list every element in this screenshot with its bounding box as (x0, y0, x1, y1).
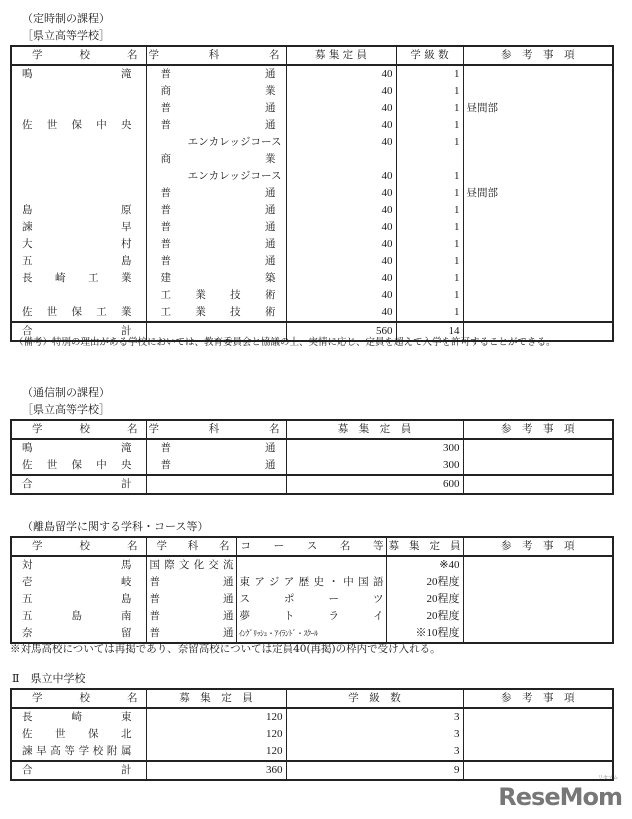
table-row (11, 287, 613, 304)
part-time-remark: （備考）特別の理由がある学校においては、教育委員会と協議の上、実情に応じ、定員を超えて入学を許可することができる。 (14, 337, 556, 348)
capacity-cell: 40 (286, 253, 396, 270)
dept-name-cell: 普 通 (146, 625, 236, 643)
classes-cell: 1 (396, 185, 463, 202)
capacity-cell: 40 (286, 134, 396, 151)
school-name-cell: 対 馬 (22, 559, 132, 571)
school-name-cell: 五 島 (22, 255, 132, 267)
total-capacity-cell: 360 (146, 761, 286, 780)
capacity-cell: 120 (146, 708, 286, 726)
dept-name-cell: 普 通 (146, 202, 286, 219)
header-school: 学 校 名 (11, 46, 146, 65)
capacity-cell: 40 (286, 168, 396, 185)
school-name-cell: 五 島 (22, 593, 132, 605)
note-cell (463, 708, 613, 726)
dept-name-cell: 商 業 (146, 151, 286, 168)
table-row (11, 304, 613, 322)
school-name-cell (11, 134, 146, 151)
capacity-cell: 40 (286, 83, 396, 100)
total-row (11, 475, 613, 494)
note-cell (463, 117, 613, 134)
capacity-cell: 40 (286, 287, 396, 304)
note-cell (463, 270, 613, 287)
capacity-cell: 20程度 (386, 574, 463, 591)
table-row (11, 439, 613, 457)
dept-name-cell: 普 通 (146, 185, 286, 202)
junior-high-heading: Ⅱ 県立中学校 (12, 672, 86, 685)
header-school: 学 校 名 (11, 689, 146, 708)
table-row (11, 270, 613, 287)
school-name-cell: 佐 世 保 中 央 (22, 459, 132, 471)
classes-cell: 1 (396, 270, 463, 287)
table-row (11, 608, 613, 625)
island-heading: （離島留学に関する学科・コース等） (22, 520, 209, 533)
school-name-cell: 佐 世 保 北 (22, 728, 132, 740)
table-row (11, 83, 613, 100)
part-time-subheading: ［県立高等学校］ (22, 29, 110, 42)
capacity-cell: 40 (286, 270, 396, 287)
table-row (11, 134, 613, 151)
school-name-cell (11, 151, 146, 168)
table-row (11, 100, 613, 117)
total-capacity-cell: 560 (286, 322, 396, 341)
header-classes: 学 級 数 (396, 46, 463, 65)
resemom-logo: ReseMom (498, 783, 622, 811)
note-cell: 昼間部 (463, 100, 613, 117)
table-row (11, 168, 613, 185)
note-cell (463, 761, 613, 780)
dept-name-cell: 普 通 (146, 439, 286, 457)
dept-name-cell: 普 通 (146, 65, 286, 83)
school-name-cell: 鳴 滝 (22, 68, 132, 80)
note-cell (463, 202, 613, 219)
table-row (11, 457, 613, 475)
classes-cell: 1 (396, 304, 463, 322)
dept-name-cell: 普 通 (146, 236, 286, 253)
table-row (11, 253, 613, 270)
correspondence-subheading: ［県立高等学校］ (22, 403, 110, 416)
header-notes: 参 考 事 項 (463, 689, 613, 708)
table-row (11, 574, 613, 591)
dept-name-cell: 普 通 (146, 574, 236, 591)
note-cell (463, 743, 613, 761)
table-row (11, 117, 613, 134)
classes-cell: 1 (396, 83, 463, 100)
course-name-cell: 東アジア歴史・中国語 (236, 574, 386, 591)
table-row (11, 236, 613, 253)
header-notes: 参 考 事 項 (463, 537, 613, 556)
note-cell (463, 574, 613, 591)
table-header-row (11, 420, 613, 439)
capacity-cell: 40 (286, 65, 396, 83)
part-time-heading: （定時制の課程） (22, 12, 110, 25)
capacity-cell: 40 (286, 202, 396, 219)
dept-name-cell: エンカレッジコース (146, 168, 286, 185)
course-name-cell: ｲﾝｸﾞﾘｯｼｭ・ｱｲﾗﾝﾄﾞ・ｽｸｰﾙ (236, 625, 386, 643)
header-capacity: 募 集 定 員 (386, 537, 463, 556)
note-cell (463, 556, 613, 574)
note-cell (463, 219, 613, 236)
table-header-row (11, 689, 613, 708)
table-header-row (11, 46, 613, 65)
school-name-cell: 諫 早 (22, 221, 132, 233)
table-row (11, 151, 613, 168)
classes-cell: 1 (396, 134, 463, 151)
note-cell (463, 591, 613, 608)
school-name-cell: 長 崎 工 業 (22, 272, 132, 284)
dept-name-cell: 建 築 (146, 270, 286, 287)
total-row (11, 761, 613, 780)
school-name-cell: 諫早高等学校附属 (22, 745, 132, 757)
capacity-cell: 120 (146, 743, 286, 761)
school-name-cell (11, 287, 146, 304)
dept-name-cell: 普 通 (146, 591, 236, 608)
total-classes-cell: 9 (286, 761, 463, 780)
note-cell (463, 475, 613, 494)
capacity-cell: ※40 (386, 556, 463, 574)
school-name-cell: 島 原 (22, 204, 132, 216)
school-name-cell: 長 崎 東 (22, 711, 132, 723)
note-cell (463, 457, 613, 475)
classes-cell: 1 (396, 117, 463, 134)
note-cell (463, 168, 613, 185)
capacity-cell: 40 (286, 117, 396, 134)
classes-cell (396, 151, 463, 168)
capacity-cell: ※10程度 (386, 625, 463, 643)
watermark-ruby: リセマム (598, 775, 618, 781)
note-cell (463, 134, 613, 151)
note-cell (463, 253, 613, 270)
dept-name-cell: 普 通 (146, 117, 286, 134)
table-header-row (11, 537, 613, 556)
table-row (11, 726, 613, 743)
capacity-cell: 40 (286, 304, 396, 322)
capacity-cell: 40 (286, 185, 396, 202)
school-name-cell: 鳴 滝 (22, 442, 132, 454)
header-classes: 学 級 数 (286, 689, 463, 708)
table-row (11, 743, 613, 761)
table-row (11, 708, 613, 726)
classes-cell: 1 (396, 253, 463, 270)
table-row (11, 65, 613, 83)
header-course: コ ー ス 名 等 (236, 537, 386, 556)
course-name-cell: ス ポ ー ツ (236, 591, 386, 608)
dept-name-cell: 普 通 (146, 219, 286, 236)
classes-cell: 1 (396, 287, 463, 304)
island-table (10, 536, 614, 644)
course-name-cell (236, 556, 386, 574)
table-row (11, 185, 613, 202)
header-notes: 参 考 事 項 (463, 46, 613, 65)
course-name-cell: 夢 ト ラ イ (236, 608, 386, 625)
school-name-cell: 壱 岐 (22, 576, 132, 588)
school-name-cell (11, 185, 146, 202)
classes-cell: 3 (286, 708, 463, 726)
capacity-cell: 300 (286, 439, 463, 457)
note-cell (463, 236, 613, 253)
school-name-cell (11, 83, 146, 100)
school-name-cell (11, 100, 146, 117)
junior-high-table (10, 688, 614, 781)
header-dept: 学 科 名 (146, 420, 286, 439)
capacity-cell (286, 151, 396, 168)
dept-name-cell: 国際文化交流 (146, 556, 236, 574)
table-row (11, 202, 613, 219)
school-name-cell: 大 村 (22, 238, 132, 250)
capacity-cell: 40 (286, 219, 396, 236)
capacity-cell: 40 (286, 236, 396, 253)
classes-cell: 3 (286, 743, 463, 761)
note-cell (463, 83, 613, 100)
school-name-cell (11, 168, 146, 185)
island-footnote: ※対馬高校については再掲であり、奈留高校については定員40(再掲)の枠内で受け入れる。 (10, 643, 441, 655)
school-name-cell: 五 島 南 (22, 610, 132, 622)
classes-cell: 1 (396, 168, 463, 185)
dept-name-cell: 商 業 (146, 83, 286, 100)
part-time-table (10, 45, 614, 342)
header-capacity: 募 集 定 員 (286, 420, 463, 439)
classes-cell: 1 (396, 65, 463, 83)
capacity-cell: 20程度 (386, 608, 463, 625)
dept-name-cell: 普 通 (146, 100, 286, 117)
dept-name-cell: エンカレッジコース (146, 134, 286, 151)
table-row (11, 219, 613, 236)
header-capacity: 募 集 定 員 (146, 689, 286, 708)
note-cell (463, 304, 613, 322)
capacity-cell: 40 (286, 100, 396, 117)
correspondence-table (10, 419, 614, 495)
total-classes-cell: 14 (396, 322, 463, 341)
note-cell: 昼間部 (463, 185, 613, 202)
table-row (11, 556, 613, 574)
school-name-cell: 佐 世 保 中 央 (22, 119, 132, 131)
total-label-cell: 合 計 (11, 761, 146, 780)
classes-cell: 3 (286, 726, 463, 743)
note-cell (463, 439, 613, 457)
dept-name-cell: 工 業 技 術 (146, 304, 286, 322)
total-label-cell: 合 計 (11, 475, 146, 494)
capacity-cell: 300 (286, 457, 463, 475)
dept-name-cell: 普 通 (146, 608, 236, 625)
total-label-cell: 合 計 (11, 322, 146, 341)
capacity-cell: 120 (146, 726, 286, 743)
dept-name-cell: 普 通 (146, 457, 286, 475)
header-school: 学 校 名 (11, 420, 146, 439)
header-notes: 参 考 事 項 (463, 420, 613, 439)
dept-name-cell: 普 通 (146, 253, 286, 270)
note-cell (463, 608, 613, 625)
note-cell (463, 65, 613, 83)
header-dept: 学 科 名 (146, 46, 286, 65)
capacity-cell: 20程度 (386, 591, 463, 608)
school-name-cell: 佐 世 保 工 業 (22, 306, 132, 318)
dept-name-cell (146, 475, 286, 494)
note-cell (463, 287, 613, 304)
note-cell (463, 726, 613, 743)
classes-cell: 1 (396, 202, 463, 219)
header-capacity: 募 集 定 員 (286, 46, 396, 65)
note-cell (463, 625, 613, 643)
classes-cell: 1 (396, 219, 463, 236)
correspondence-heading: （通信制の課程） (22, 386, 110, 399)
header-school: 学 校 名 (11, 537, 146, 556)
table-row (11, 591, 613, 608)
total-capacity-cell: 600 (286, 475, 463, 494)
note-cell (463, 151, 613, 168)
classes-cell: 1 (396, 100, 463, 117)
classes-cell: 1 (396, 236, 463, 253)
header-dept: 学 科 名 (146, 537, 236, 556)
school-name-cell: 奈 留 (22, 627, 132, 639)
dept-name-cell: 工 業 技 術 (146, 287, 286, 304)
